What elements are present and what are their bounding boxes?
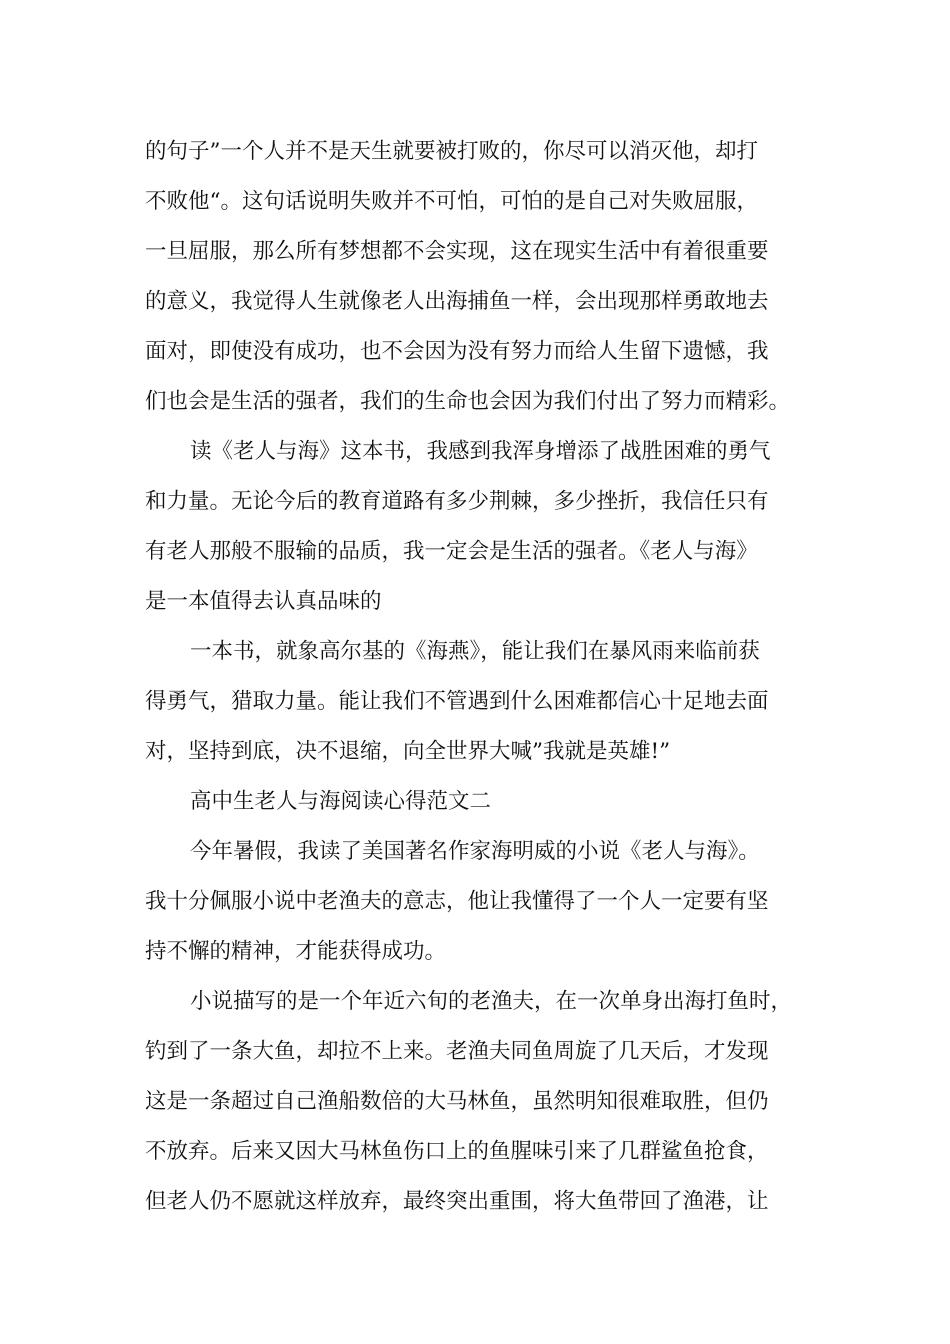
text-line: 不放弃。后来又因大马林鱼伤口上的鱼腥味引来了几群鲨鱼抢食， bbox=[145, 1139, 769, 1164]
text-line: 的句子”一个人并不是天生就要被打败的，你尽可以消灭他，却打 bbox=[145, 139, 758, 164]
text-line: 们也会是生活的强者，我们的生命也会因为我们付出了努力而精彩。 bbox=[145, 389, 791, 414]
text-line: 一旦屈服，那么所有梦想都不会实现，这在现实生活中有着很重要 bbox=[145, 239, 769, 264]
text-line: 钓到了一条大鱼，却拉不上来。老渔夫同鱼周旋了几天后，才发现 bbox=[145, 1039, 769, 1064]
text-line: 不败他“。这句话说明失败并不可怕，可怕的是自己对失败屈服， bbox=[145, 189, 758, 214]
text-line: 和力量。无论今后的教育道路有多少荆棘，多少挫折，我信任只有 bbox=[145, 489, 769, 514]
paragraph-first-line: 一本书，就象高尔基的《海燕》，能让我们在暴风雨来临前获 bbox=[190, 639, 760, 664]
text-line: 我十分佩服小说中老渔夫的意志，他让我懂得了一个人一定要有坚 bbox=[145, 889, 769, 914]
text-line: 得勇气，猎取力量。能让我们不管遇到什么困难都信心十足地去面 bbox=[145, 689, 769, 714]
text-line: 面对，即使没有成功，也不会因为没有努力而给人生留下遗憾，我 bbox=[145, 339, 769, 364]
text-line: 但老人仍不愿就这样放弃，最终突出重围，将大鱼带回了渔港，让 bbox=[145, 1189, 769, 1214]
paragraph-first-line: 读《老人与海》这本书，我感到我浑身增添了战胜困难的勇气 bbox=[190, 439, 771, 464]
paragraph-first-line: 今年暑假，我读了美国著名作家海明威的小说《老人与海》。 bbox=[190, 839, 760, 864]
text-line: 的意义，我觉得人生就像老人出海捕鱼一样，会出现那样勇敢地去 bbox=[145, 289, 769, 314]
section-heading: 高中生老人与海阅读心得范文二 bbox=[190, 789, 492, 814]
text-line: 这是一条超过自己渔船数倍的大马林鱼，虽然明知很难取胜，但仍 bbox=[145, 1089, 769, 1114]
text-line: 是一本值得去认真品味的 bbox=[145, 589, 382, 614]
text-line: 持不懈的精神，才能获得成功。 bbox=[145, 939, 447, 964]
paragraph-first-line: 小说描写的是一个年近六旬的老渔夫，在一次单身出海打鱼时， bbox=[190, 989, 793, 1014]
text-line: 有老人那般不服输的品质，我一定会是生活的强者。《老人与海》 bbox=[145, 539, 758, 564]
text-line: 对，坚持到底，决不退缩，向全世界大喊”我就是英雄!” bbox=[145, 739, 671, 764]
